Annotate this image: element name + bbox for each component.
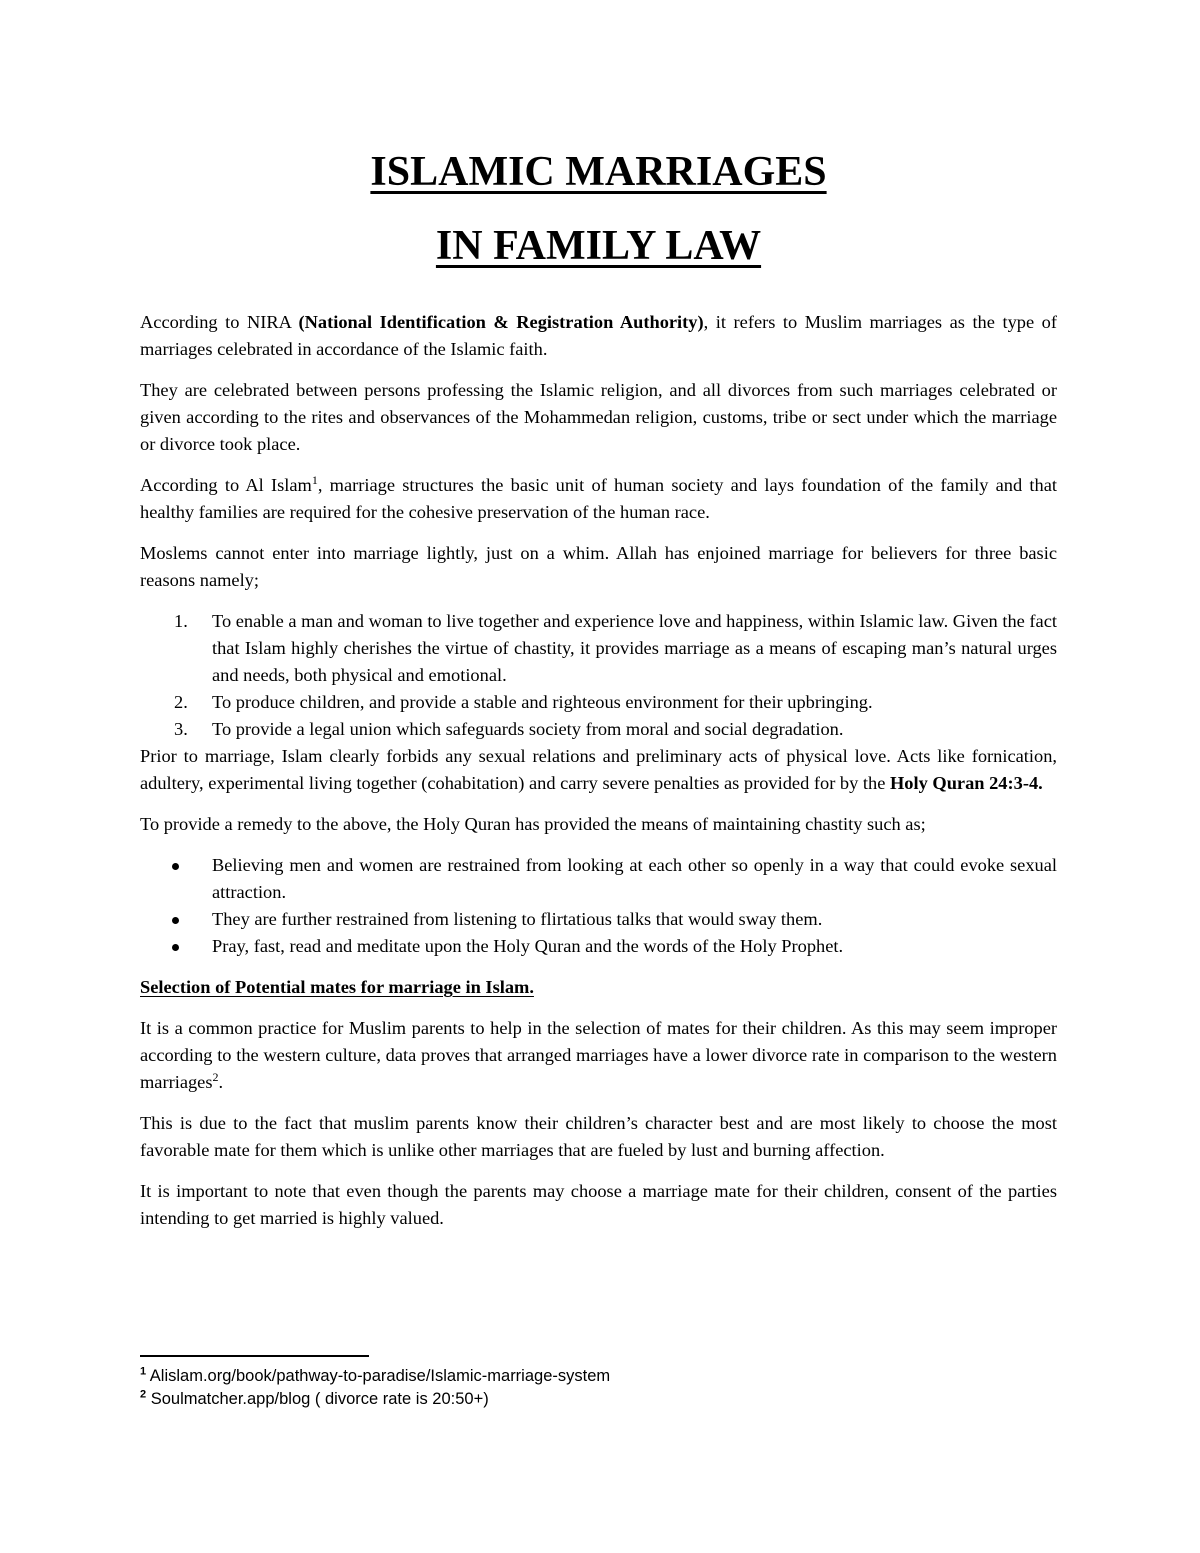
- footnotes: [140, 1355, 1057, 1411]
- paragraph-nira-definition: [140, 309, 1057, 363]
- list-item: [140, 852, 1057, 906]
- list-number: 2.: [174, 692, 188, 712]
- paragraph-text: Prior to marriage, Islam clearly forbids any sexual relations and preliminary acts of physical love. Acts like fornication, adultery, experimental living together (cohabitation) and carry severe penalties as provided for by the: [140, 746, 1057, 793]
- paragraph-consent: It is important to note that even though the parents may choose a marriage mate for their children, consent of the parties intending to get married is highly valued.: [140, 1181, 1057, 1228]
- list-item-text: To enable a man and woman to live together and experience love and happiness, within Islamic law. Given the fact that Islam highly cherishes the virtue of chastity, it provides marriage as a means of escaping man’s natural urges and needs, both physical and emotional.: [212, 611, 1057, 685]
- bullet-icon: [172, 944, 179, 951]
- reasons-list: [140, 608, 1057, 743]
- list-item: [140, 906, 1057, 933]
- paragraph-text: , marriage structures the basic unit of human society and lays foundation of the family and that healthy families are required for the cohesive preservation of the human race.: [140, 475, 1057, 522]
- list-number: 1.: [174, 611, 188, 631]
- footnote-text: Alislam.org/book/pathway-to-paradise/Islamic-marriage-system: [146, 1367, 611, 1385]
- paragraph-text: It is a common practice for Muslim parents to help in the selection of mates for their children. As this may seem improper according to the western culture, data proves that arranged marriages have a lower divorce rate in comparison to the western marriages: [140, 1018, 1057, 1092]
- footnote-mark: 2: [140, 1388, 147, 1401]
- paragraph-text: .: [218, 1072, 224, 1092]
- footnote-text: Soulmatcher.app/blog ( divorce rate is 20:50+): [146, 1390, 489, 1408]
- footnote-reference-1[interactable]: 1: [311, 472, 318, 487]
- document-title-line-1: ISLAMIC MARRIAGES: [370, 149, 827, 195]
- list-item-text: To produce children, and provide a stable and righteous environment for their upbringing.: [212, 692, 873, 712]
- footnote-1: [140, 1365, 1057, 1388]
- list-item: [140, 689, 1057, 716]
- paragraph-text: According to Al Islam: [140, 475, 312, 495]
- bullet-icon: [172, 917, 179, 924]
- paragraph-text: , it refers to Muslim marriages as the type of marriages celebrated in accordance of the Islamic faith.: [140, 312, 1057, 359]
- paragraph-parents-know-best: This is due to the fact that muslim parents know their children’s character best and are most likely to choose the most favorable mate for them which is unlike other marriages that are fueled by lust and burning affection.: [140, 1113, 1057, 1160]
- paragraph-parents-selection: [140, 1015, 1057, 1096]
- footnote-mark: 1: [140, 1365, 147, 1378]
- list-item: [140, 933, 1057, 960]
- section-heading-selection: Selection of Potential mates for marriage in Islam.: [140, 977, 534, 997]
- document-title-line-2: IN FAMILY LAW: [435, 223, 762, 269]
- list-item-text: Pray, fast, read and meditate upon the Holy Quran and the words of the Holy Prophet.: [212, 936, 844, 956]
- list-item: [140, 608, 1057, 689]
- paragraph-al-islam: [140, 472, 1057, 526]
- nira-full-name: (National Identification & Registration Authority): [298, 312, 704, 332]
- paragraph-celebration: They are celebrated between persons professing the Islamic religion, and all divorces from such marriages celebrated or given according to the rites and observances of the Mohammedan religion, customs, tribe or sect under which the marriage or divorce took place.: [140, 380, 1057, 454]
- footnote-reference-2[interactable]: 2: [212, 1069, 219, 1084]
- list-item-text: To provide a legal union which safeguards society from moral and social degradation.: [212, 719, 844, 739]
- paragraph-reasons-intro: Moslems cannot enter into marriage lightly, just on a whim. Allah has enjoined marriage for believers for three basic reasons namely;: [140, 543, 1057, 590]
- footnote-2: [140, 1388, 1057, 1411]
- quran-reference: Holy Quran 24:3-4.: [889, 773, 1043, 793]
- list-item: [140, 716, 1057, 743]
- list-number: 3.: [174, 719, 188, 739]
- footnote-separator: [140, 1355, 369, 1357]
- chastity-means-list: [140, 852, 1057, 960]
- paragraph-prior-to-marriage: [140, 743, 1057, 797]
- document-body: [140, 146, 1057, 1246]
- paragraph-remedy: To provide a remedy to the above, the Holy Quran has provided the means of maintaining chastity such as;: [140, 814, 926, 834]
- list-item-text: Believing men and women are restrained from looking at each other so openly in a way that could evoke sexual attraction.: [212, 855, 1057, 902]
- list-item-text: They are further restrained from listening to flirtatious talks that would sway them.: [212, 909, 823, 929]
- paragraph-text: According to NIRA: [140, 312, 299, 332]
- bullet-icon: [172, 863, 179, 870]
